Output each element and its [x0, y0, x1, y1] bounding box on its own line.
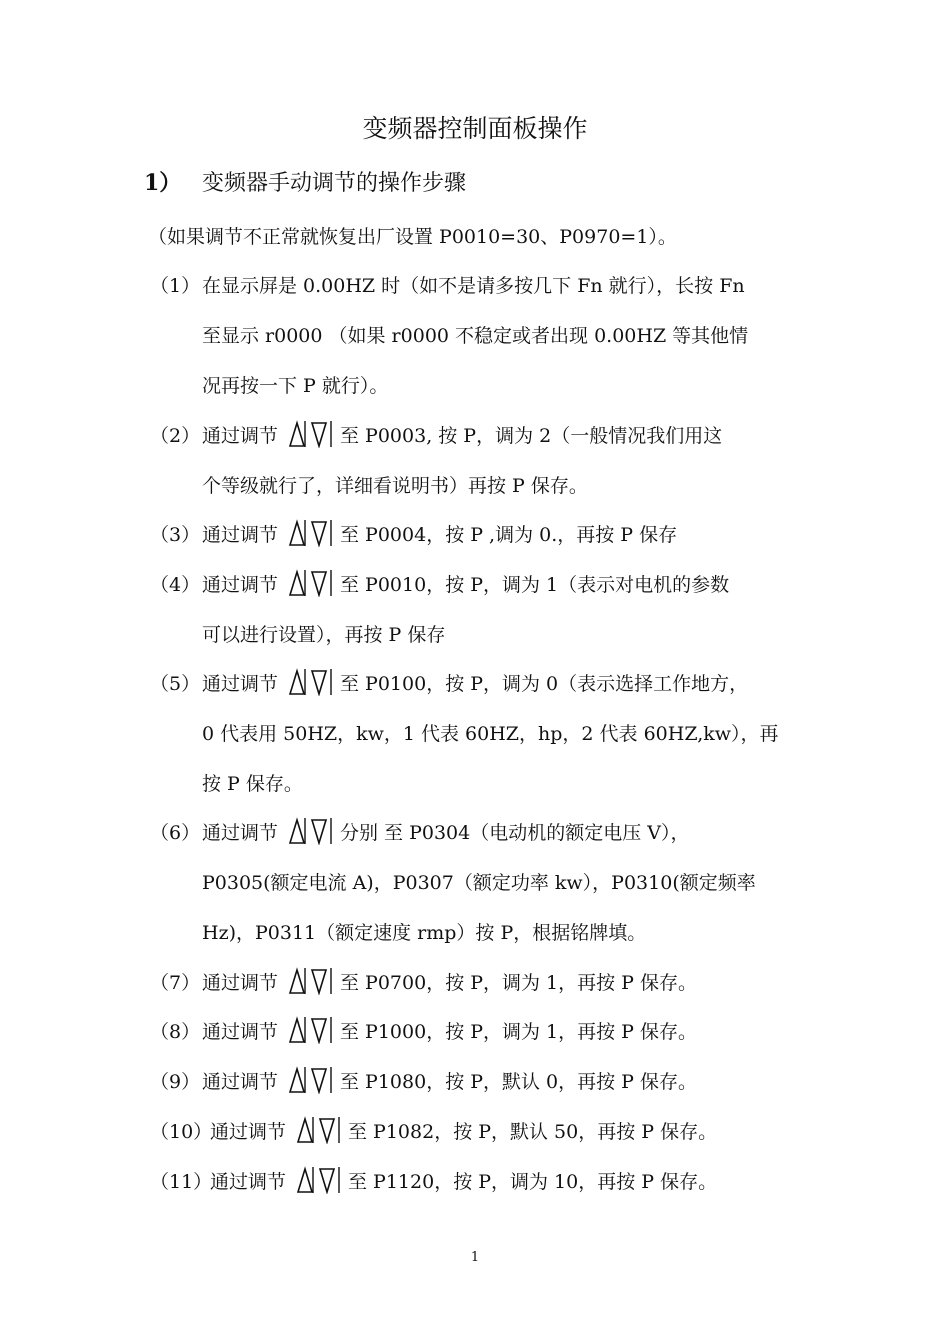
step-label: （11）: [150, 1171, 213, 1193]
step-line: 在显示屏是 0.00HZ 时（如不是请多按几下 Fn 就行），长按 Fn: [202, 275, 745, 297]
step-line: 个等级就行了，详细看说明书）再按 P 保存。: [202, 475, 588, 497]
step-post: 至 P0100，按 P，调为 0（表示选择工作地方，: [340, 673, 749, 695]
step-label: （6）: [150, 822, 201, 844]
page-number: 1: [470, 1250, 480, 1265]
step-label: （8）: [150, 1021, 201, 1043]
up-down-arrow-icon: [286, 1066, 334, 1094]
step-post: 至 P1080，按 P，默认 0，再按 P 保存。: [340, 1071, 698, 1093]
step-8: [150, 1007, 814, 1057]
step-label: （2）: [150, 425, 201, 447]
step-label: （3）: [150, 524, 201, 546]
up-down-arrow-icon: [286, 817, 334, 845]
step-6: [150, 808, 814, 958]
step-pre: 通过调节: [202, 972, 279, 994]
up-down-arrow-icon: [286, 967, 334, 995]
step-10: [150, 1107, 814, 1157]
step-3: [150, 510, 814, 560]
up-down-arrow-icon: [286, 569, 334, 597]
step-label: （4）: [150, 574, 201, 596]
up-down-arrow-icon: [286, 668, 334, 696]
step-post: 至 P0700，按 P，调为 1，再按 P 保存。: [340, 972, 698, 994]
step-pre: 通过调节: [202, 1021, 279, 1043]
step-line: 按 P 保存。: [202, 773, 303, 795]
step-11: [150, 1157, 814, 1207]
step-line: P0305(额定电流 A)，P0307（额定功率 kw），P0310(额定频率: [202, 872, 756, 894]
step-pre: 通过调节: [202, 425, 279, 447]
step-2: [150, 411, 814, 511]
step-9: [150, 1057, 814, 1107]
step-pre: 通过调节: [210, 1121, 287, 1143]
up-down-arrow-icon: [286, 519, 334, 547]
step-post: 分别 至 P0304（电动机的额定电压 V），: [340, 822, 690, 844]
up-down-arrow-icon: [286, 1016, 334, 1044]
step-4: [150, 560, 814, 660]
step-line: 况再按一下 P 就行）。: [202, 375, 389, 397]
step-label: （5）: [150, 673, 201, 695]
step-1: [150, 261, 814, 411]
step-label: （7）: [150, 972, 201, 994]
up-down-arrow-icon: [286, 420, 334, 448]
step-line: Hz)，P0311（额定速度 rmp）按 P，根据铭牌填。: [202, 922, 647, 944]
up-down-arrow-icon: [294, 1116, 342, 1144]
step-line: 可以进行设置），再按 P 保存: [202, 624, 446, 646]
step-pre: 通过调节: [202, 524, 279, 546]
step-pre: 通过调节: [210, 1171, 287, 1193]
step-post: 至 P0004，按 P ,调为 0.，再按 P 保存: [340, 524, 678, 546]
section-heading: [144, 166, 466, 201]
step-post: 至 P1082，按 P，默认 50，再按 P 保存。: [348, 1121, 718, 1143]
page-title: 变频器控制面板操作: [362, 114, 588, 143]
step-post: 至 P0003, 按 P，调为 2（一般情况我们用这: [340, 425, 723, 447]
reset-note: （如果调节不正常就恢复出厂设置 P0010=30、P0970=1）。: [148, 226, 677, 248]
step-pre: 通过调节: [202, 822, 279, 844]
step-5: [150, 659, 814, 809]
step-pre: 通过调节: [202, 574, 279, 596]
up-down-arrow-icon: [294, 1166, 342, 1194]
step-line: 至显示 r0000 （如果 r0000 不稳定或者出现 0.00HZ 等其他情: [202, 325, 749, 347]
section-title: 变频器手动调节的操作步骤: [202, 171, 467, 196]
step-post: 至 P1000，按 P，调为 1，再按 P 保存。: [340, 1021, 698, 1043]
step-post: 至 P0010，按 P，调为 1（表示对电机的参数: [340, 574, 730, 596]
step-post: 至 P1120，按 P，调为 10，再按 P 保存。: [348, 1171, 718, 1193]
step-pre: 通过调节: [202, 1071, 279, 1093]
step-pre: 通过调节: [202, 673, 279, 695]
section-number: 1）: [144, 170, 182, 196]
step-7: [150, 958, 814, 1008]
step-label: （1）: [150, 275, 201, 297]
step-label: （9）: [150, 1071, 201, 1093]
step-label: （10）: [150, 1121, 213, 1143]
step-line: 0 代表用 50HZ，kw，1 代表 60HZ，hp，2 代表 60HZ,kw），再: [202, 723, 779, 745]
